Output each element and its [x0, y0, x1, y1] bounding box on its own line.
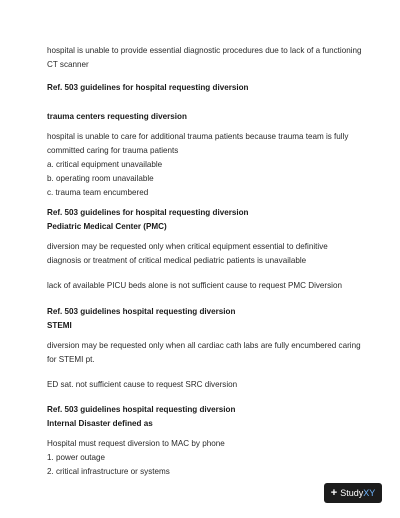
heading-trauma-centers: trauma centers requesting diversion	[47, 112, 187, 121]
paragraph-ct-scanner	[47, 44, 362, 72]
text-line: diagnosis or treatment of critical medical pediatric patients is unavailable	[47, 256, 307, 265]
text-line: diversion may be requested only when critical equipment essential to definitive	[47, 242, 328, 251]
heading-pmc: Pediatric Medical Center (PMC)	[47, 222, 167, 231]
paragraph-picu: lack of available PICU beds alone is not sufficient cause to request PMC Diversion	[47, 281, 342, 290]
list-item: a. critical equipment unavailable	[47, 160, 163, 169]
paragraph-disaster	[47, 437, 225, 479]
text-line: diversion may be requested only when all cardiac cath labs are fully encumbered caring	[47, 341, 361, 350]
list-item: 2. critical infrastructure or systems	[47, 467, 170, 476]
list-item: b. operating room unavailable	[47, 174, 154, 183]
heading-ref-3: Ref. 503 guidelines hospital requesting diversion	[47, 307, 236, 316]
paragraph-trauma	[47, 130, 348, 200]
logo-text	[340, 488, 375, 498]
logo-xy: XY	[363, 488, 376, 498]
text-line: hospital is unable to care for additional trauma patients because trauma team is fully	[47, 132, 349, 141]
paragraph-stemi	[47, 339, 361, 367]
paragraph-pmc	[47, 240, 328, 268]
plus-icon: +	[330, 486, 338, 499]
list-item: c. trauma team encumbered	[47, 188, 149, 197]
heading-internal-disaster: Internal Disaster defined as	[47, 419, 153, 428]
studyxy-logo-badge[interactable]	[324, 483, 382, 503]
logo-study: Study	[340, 488, 364, 498]
heading-ref-1: Ref. 503 guidelines for hospital requesting diversion	[47, 83, 249, 92]
text-line: for STEMI pt.	[47, 355, 95, 364]
text-line: CT scanner	[47, 60, 89, 69]
text-line: committed caring for trauma patients	[47, 146, 179, 155]
text-line: Hospital must request diversion to MAC by phone	[47, 439, 225, 448]
heading-stemi: STEMI	[47, 321, 72, 330]
heading-ref-4: Ref. 503 guidelines hospital requesting diversion	[47, 405, 236, 414]
text-line: hospital is unable to provide essential diagnostic procedures due to lack of a functioning	[47, 46, 362, 55]
list-item: 1. power outage	[47, 453, 106, 462]
paragraph-ed-sat: ED sat. not sufficient cause to request SRC diversion	[47, 380, 238, 389]
heading-ref-2: Ref. 503 guidelines for hospital requesting diversion	[47, 208, 249, 217]
